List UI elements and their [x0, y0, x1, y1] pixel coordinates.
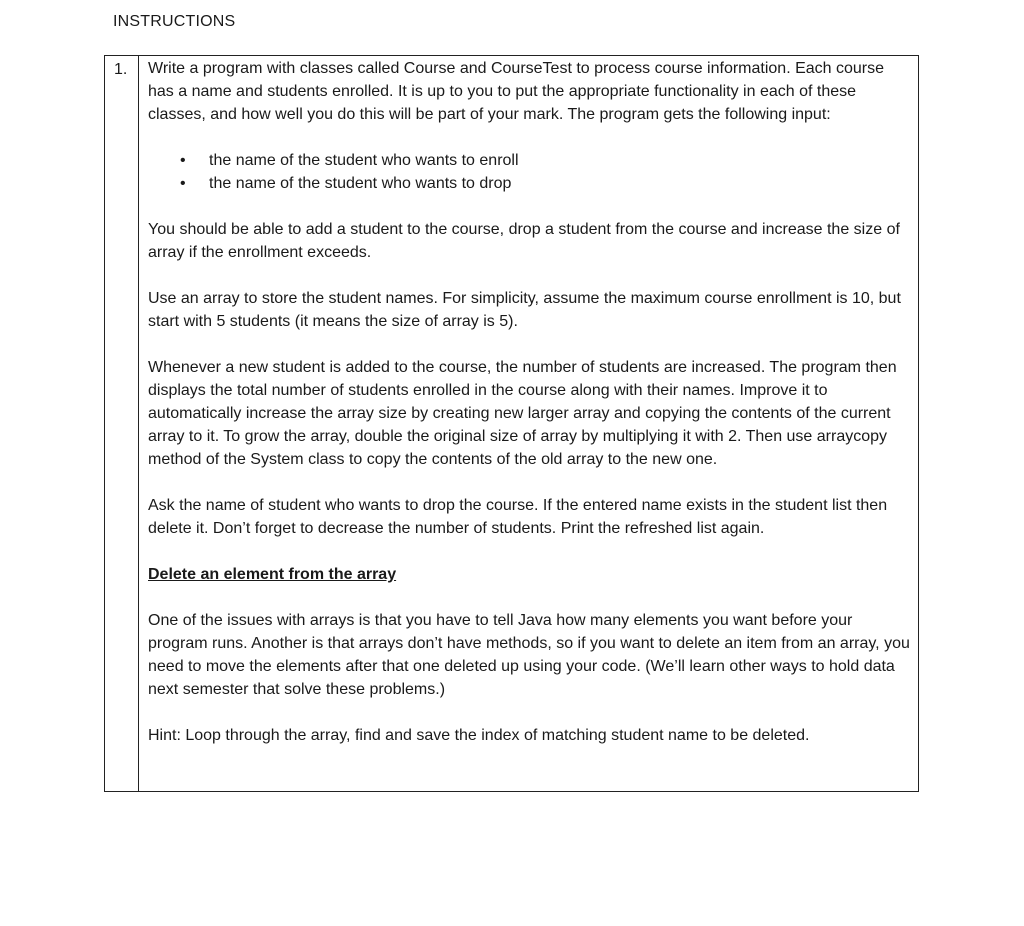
- grow-array-paragraph: Whenever a new student is added to the course, the number of students are increased. The program then displays the total number of students enrolled in the course along with their names. Improve it to automatically increase the array size by creating new larger array and copying the contents of the current array to it. To grow the array, double the original size of array by multiplying it with 2. Then use arraycopy method of the System class to copy the contents of the old array to the new one.: [148, 359, 897, 468]
- array-paragraph: Use an array to store the student names. For simplicity, assume the maximum course enrollment is 10, but start with 5 students (it means the size of array is 5).: [148, 290, 901, 330]
- list-item-text: the name of the student who wants to enroll: [209, 152, 519, 169]
- hint-paragraph: Hint: Loop through the array, find and save the index of matching student name to be deleted.: [148, 727, 810, 744]
- number-column: [105, 56, 139, 791]
- delete-subheading: Delete an element from the array: [148, 566, 397, 583]
- list-item-text: the name of the student who wants to drop: [209, 175, 512, 192]
- instruction-table: [104, 55, 919, 792]
- bullet-icon: •: [180, 152, 186, 169]
- intro-paragraph: Write a program with classes called Course and CourseTest to process course information. Each course has a name and students enrolled. It is up to you to put the appropriate functionality in each of these classes, and how well you do this will be part of your mark. The program gets the following input:: [148, 60, 885, 123]
- item-number: 1.: [114, 61, 128, 78]
- issues-paragraph: One of the issues with arrays is that you have to tell Java how many elements you want before your program runs. Another is that arrays don’t have methods, so if you want to delete an item from an array, you need to move the elements after that one deleted up using your code. (We’ll learn other ways to hold data next semester that solve these problems.): [148, 612, 910, 698]
- input-list: [148, 149, 913, 195]
- instruction-content: [148, 57, 913, 747]
- list-item: [148, 149, 913, 172]
- add-drop-paragraph: You should be able to add a student to the course, drop a student from the course and increase the size of array if the enrollment exceeds.: [148, 221, 900, 261]
- bullet-icon: •: [180, 175, 186, 192]
- drop-paragraph: Ask the name of student who wants to drop the course. If the entered name exists in the student list then delete it. Don’t forget to decrease the number of students. Print the refreshed list again.: [148, 497, 888, 537]
- page-heading: INSTRUCTIONS: [113, 13, 236, 30]
- list-item: [148, 172, 913, 195]
